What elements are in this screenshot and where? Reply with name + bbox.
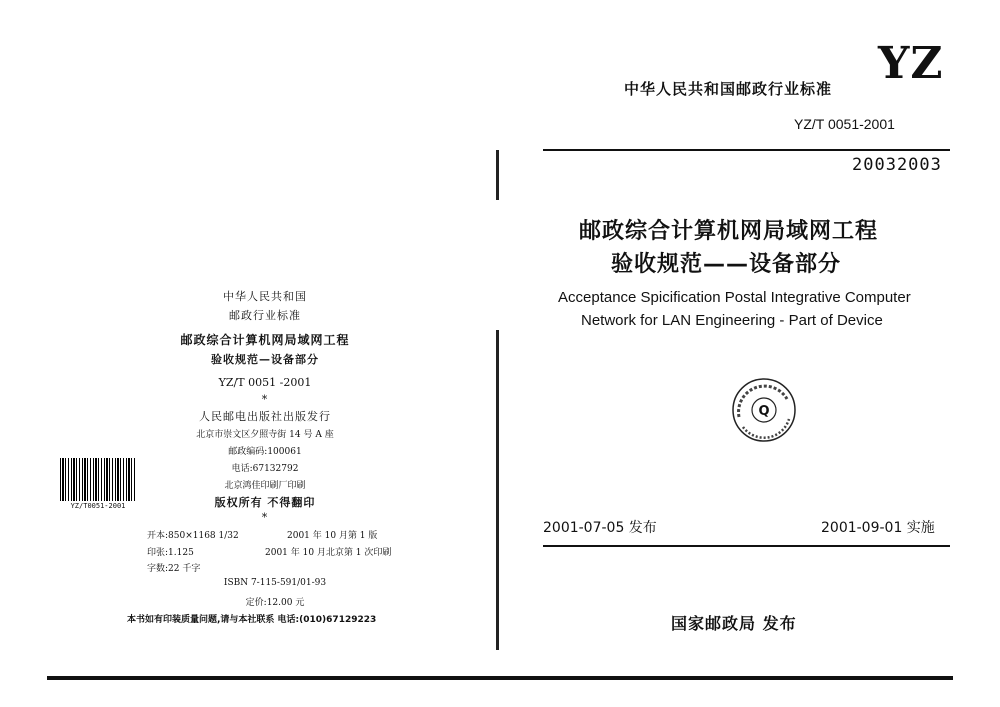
colophon-star-2: * <box>261 511 269 524</box>
colophon-phone: 电话:67132792 <box>231 464 299 474</box>
colophon-line-2: 邮政行业标准 <box>229 309 301 322</box>
colophon-line-1: 中华人民共和国 <box>223 290 307 303</box>
colophon-address: 北京市崇文区夕照寺街 14 号 A 座 <box>196 430 334 440</box>
colophon-postcode: 邮政编码:100061 <box>228 447 302 457</box>
page-gutter-line <box>496 150 499 200</box>
colophon-format: 开本:850×1168 1/32 <box>147 531 239 541</box>
yz-logo: YZ <box>878 38 944 89</box>
colophon-title-2: 验收规范—设备部分 <box>211 353 319 366</box>
dates-rule <box>543 545 950 547</box>
barcode-text: YZ/T0051-2001 <box>70 502 126 510</box>
colophon-title-1: 邮政综合计算机网局域网工程 <box>180 333 350 347</box>
bottom-rule <box>47 676 953 680</box>
colophon-rights: 版权所有 不得翻印 <box>214 496 316 509</box>
header-rule <box>543 149 950 151</box>
colophon-price: 定价:12.00 元 <box>245 598 305 608</box>
title-chinese-line-2: 验收规范——设备部分 <box>611 252 842 277</box>
colophon-printer: 北京鸿佳印刷厂印刷 <box>224 481 306 491</box>
stamp-number: 20032003 <box>852 155 942 175</box>
colophon-std-number: YZ/T 0051 -2001 <box>218 376 312 389</box>
library-seal-icon <box>731 377 797 443</box>
barcode <box>60 458 136 514</box>
colophon-printing: 2001 年 10 月北京第 1 次印刷 <box>265 548 392 558</box>
colophon-word-count: 字数:22 千字 <box>147 564 201 574</box>
colophon-star-1: * <box>261 393 269 406</box>
page-gutter-line-lower <box>496 330 499 650</box>
issuing-authority: 国家邮政局 发布 <box>671 614 797 633</box>
issue-date: 2001-07-05 发布 <box>543 520 657 536</box>
seal-letter: Q <box>758 404 770 419</box>
colophon-isbn: ISBN 7-115-591/01-93 <box>223 578 327 588</box>
colophon-notice: 本书如有印装质量问题,请与本社联系 电话:(010)67129223 <box>127 615 377 625</box>
title-english-line-1: Acceptance Spicification Postal Integrative Computer <box>558 289 911 306</box>
barcode-bars <box>60 458 136 501</box>
title-english-line-2: Network for LAN Engineering - Part of Device <box>581 312 883 329</box>
title-chinese-line-1: 邮政综合计算机网局域网工程 <box>579 219 879 244</box>
colophon-edition: 2001 年 10 月第 1 版 <box>287 531 378 541</box>
standard-category: 中华人民共和国邮政行业标准 <box>624 80 833 98</box>
colophon-publisher: 人民邮电出版社出版发行 <box>199 410 331 423</box>
colophon-sheets: 印张:1.125 <box>147 548 194 558</box>
standard-number: YZ/T 0051-2001 <box>794 116 895 132</box>
implementation-date: 2001-09-01 实施 <box>821 520 935 536</box>
